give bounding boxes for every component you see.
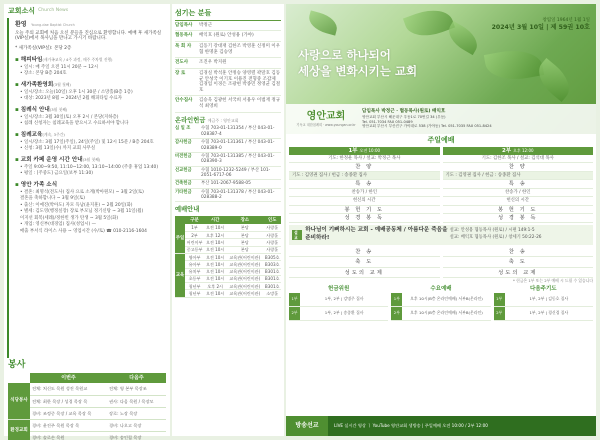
next-week-value: 오후 10시(B층 온라인예배) 서부B(온라인) [410,309,483,315]
address-line-2: 영안교회 부산시 부산진구 가야대로 538 (가야동) Tel. 051-7035 FAX 051-8424 [362,124,492,129]
schedule-cell: 오전 10시 [205,276,225,282]
roster-list [175,20,281,113]
news-section-title [15,57,168,64]
roster-title: 섬기는 분들 [175,9,212,17]
service-2-head [443,147,594,155]
next-week-service: 2부 [289,307,300,320]
church-news-column [4,4,170,440]
schedule-cell: 청년부 [185,290,204,297]
news-line: 이지선 회복(세례)/정한빈 생가 탄생 ~ 3월 5일(화) [20,215,119,221]
next-week-value: 1부, 2부 | 송종환 집사 [324,309,364,315]
online-offering-sub: 예금주 : 영안교회 [207,117,239,123]
next-week-row [289,293,388,307]
broadcast-link[interactable]: LIVE 실시간 영상 ㅣ YouTube 영안교회 생방송 | 주일예배 오전 10:00 / 2부 12:00 [334,423,488,429]
schedule-cell: 교육관(어린이관) [226,268,263,275]
news-section [15,157,168,177]
schedule-row [175,246,281,253]
founding-date: 창립일 1964년 1월 1일 [542,18,590,23]
news-line: • 침례 신청자는 침례교육을 받으시고 수료하셔야 합니다 [20,121,129,127]
offering-type: 비전헌금 [175,153,192,159]
schedule-row [175,224,281,231]
schedule-row [175,261,281,268]
schedule-row [175,290,281,297]
service-columns [286,147,596,223]
news-section-title-text: 침례식 안내 [20,106,50,113]
news-section [15,132,168,152]
sermon-ref-1: 설교: 안성용 협동목사 (원로) / 시편 149:1-5 [449,227,535,233]
offering-type: 선교헌금 [175,167,192,173]
schedule-cell: 사랑홀 [263,246,281,253]
service-2-leader: 기도: 김한조 목사 / 설교: 김석대 목사 [443,155,594,164]
schedule-col-header: 장소 [226,216,263,224]
serve-table [8,373,166,440]
online-offering-list [172,125,284,202]
schedule-cell: 영아부 [185,253,204,260]
news-line: • 평일 : [주중도] 금요일(보부 11:30) [20,171,93,177]
service-closing [286,247,596,279]
schedule-cell: B301호 [264,269,280,275]
service-1 [289,147,440,223]
next-week-value: 오후 10시(B층 온라인예배) 서부B(온라인) [410,295,483,301]
serve-next-cell: 경비: 송인철 목장 [107,431,166,440]
news-line: • 일시/장소: 3월 30일(토) 오후 2시 / 본당(지하층) [20,114,119,120]
service-item: 찬송가 / 한인 [443,189,594,198]
next-week-service: 2부 [391,307,402,320]
schedule-cell: B301호 [264,283,280,289]
service-closing-item: 성도의 교제 [289,268,440,279]
schedule-group: 교육 [175,253,185,297]
leaf-decoration [443,21,482,55]
service-closing-item: 축 도 [289,257,440,268]
offering-account: 수협 703-01-131354 / 부산 043-01-028387-4 [201,126,275,137]
welcome-text: 오늘 주의 교회에 처음 오신 분들을 진심으로 환영합니다. 예배 후 새가족실(VIP실)에서 목사님을 만나고 가시기 바랍니다. [15,30,162,42]
news-section-title-text: 해피타임 [20,56,43,63]
leaf-decoration [403,4,455,43]
offering-account: 부산 101-2067-9588-05 [201,181,251,187]
serve-row-head: 식당봉사 [8,383,30,419]
next-week-header: 헌금위원 [328,285,350,292]
leaf-decoration [306,10,340,35]
serve-col-next: 다음주 [107,373,166,383]
serve-blank-header [8,373,30,383]
roster-row [175,58,281,69]
news-line: • 장소: 본당 B층 204호 [20,71,67,77]
service-item: 찬송가 / 한인 [289,189,440,198]
schedule-cell: B303호 [264,261,280,267]
church-contact [362,109,592,129]
schedule-col-header: 시간 [204,216,226,224]
next-week-value: 1부, 2부 | 김동호 집사 [529,295,569,301]
schedule-row [175,239,281,246]
service-closing-item: 찬 송 [289,247,440,258]
news-title-en: Church News [38,8,69,14]
schedule-cell: 어린이부 [186,239,203,245]
next-week-row [494,293,593,307]
news-line: • 신청: 3월 13일(수) 까지 교회 사무실 [20,146,96,152]
issue-date [492,18,590,31]
serve-next-cell: 권사: 다음 목원 / 목장모 [107,395,166,407]
next-week-row [494,307,593,321]
address-line-1: 영안교회 부산시 해운대구 우동1로 70번길 34 (우동) [362,114,446,119]
offering-type: 기타헌금 [175,189,192,195]
news-section [15,82,168,102]
next-week-service: 2부 [494,307,505,320]
pastor-line: 담임목사 박정근 · 협동목사(원로) 배익호 [362,109,446,114]
news-section-title-sub: (3월 첫째) [49,106,68,112]
schedule-cell: 유아부 [185,261,204,268]
service-item: 특 송 [443,180,594,189]
sermon-title-box [289,225,448,245]
roster-names: 김경실 박석훈 안정승 양영렬 곽말호 김동균 안성국 이기호 이용진 전형중 조갑제 김경업 이경은 조광현 박종민 정영균 김철호 [199,70,281,93]
schedule-cell: 2부 [185,232,204,239]
offering-row [175,125,281,139]
next-week-row [391,307,490,321]
roster-names: 김동기 강대재 김한조 박영훈 신정미 이우협 한명훈 김승영 [199,44,281,55]
service-item: 성 경 봉 독 [443,214,594,223]
news-section-title [15,157,168,164]
service-item: 헌신의 시간 [289,197,440,206]
serve-prev-cell: 경비: 윤진주 목원 목장 목 [30,419,107,431]
slogan [298,48,417,79]
leaf-decoration [484,45,544,84]
sermon-box [289,225,593,245]
roster-role: 장 로 [175,70,186,76]
roster-row [175,31,281,42]
next-week-value: 1부, 2부 | 강명주 집사 [324,295,364,301]
serve-next-cell: 장로: 노장 목장 [107,407,166,419]
schedule-cell: 본당 [226,232,263,239]
service-2-time: 오후 12:00 [513,147,534,153]
roster-role: 안수집사 [175,98,193,104]
schedule-cell: B301호 [264,276,280,282]
news-section [15,57,168,77]
news-line: • 별세: 김도영(행정실장) 장로 부모님 정기신탕 ~ 3월 11일(월) [20,209,144,215]
schedule-cell: 본당 [226,224,263,231]
church-info-bar [286,104,596,134]
church-logo [290,111,362,128]
next-week-column [494,293,593,321]
sermon-title: 하나님이 기뻐하시는 교회 - 예배공동체 / 아름다운 죽음을 준비하라! [305,227,448,241]
service-closing-item: 성도의 교제 [443,268,594,279]
next-week-row [391,293,490,307]
schedule-col-header: 인도 [263,216,281,224]
offering-account: 수협 703-01-131361 / 부산 043-01-028389-0 [201,140,275,151]
schedule-cell: 초등부 [185,275,204,282]
logo-sub: 기독교 대한침례회 · www.youngan.or.kr [296,123,356,128]
schedule-cell: 사랑홀 [263,239,281,246]
roster-names: 배익호 (원로) 안성용 (가야) [199,33,254,39]
next-week-header: 수요예배 [430,285,452,292]
serve-prev-cell: 경비: 조정중 목장 / 교육 목장 목 [30,407,107,419]
schedule-cell: 1부 [185,224,204,231]
offering-row [175,153,281,167]
serve-row [8,419,166,431]
news-header [4,4,170,18]
schedule-cell: 유치부 [185,268,204,275]
schedule-cell: 교육관(어린이관) [226,261,263,268]
schedule-cell: 오전 10시 [205,225,225,231]
logo-text: 영안교회 [306,110,346,122]
news-line: • 출산: 이예진(박아도) 자모 득남(윤지훈) ~ 2월 20일(화) [20,202,133,208]
serve-title: 봉사 [8,360,26,370]
service-item: 기도 : 김영권 집사 / 헌금 : 송종환 집사 [289,172,440,181]
offering-note: * 헌금은 1부 또는 2부 예배 시 드릴 수 있습니다 [513,278,593,284]
news-sections [15,57,168,234]
front-column [286,4,596,436]
next-week-headers [286,286,596,293]
news-line: • 주일 9:00~9:50, 11:10~12:00, 13:10~14:00 (주중 휴업 13:40) [20,164,159,170]
news-section-title-sub: (3월 첫째) [82,156,101,162]
news-line: • 결혼: 최명석(전도사) 집사 요로 소계(박아원모) ~ 3월 2일(토) [20,189,144,195]
service-title: 주일예배 [427,136,455,144]
news-section-title [15,132,168,139]
news-line: 결혼을 축하합니다 ~ 3월 9일(토) [20,196,85,202]
serve-next-cell: 경비: 나오고 목장 [107,419,166,431]
schedule-cell: 사랑홀 [263,232,281,239]
service-closing-item: 축 도 [443,257,594,268]
next-week-value: 1부, 2부 | 경신경 집사 [529,309,569,315]
next-week-service: 1부 [289,293,300,306]
service-1-head [289,147,440,155]
schedule-cell: 사랑홀 [263,224,281,231]
service-item: 헌신의 시간 [443,197,594,206]
issue-number: 2024년 3월 10일 | 제 59권 10호 [491,23,590,31]
serve-prev-cell: 경비: 솔로손 목원 [30,431,107,440]
broadcast-label: 방송선교 [286,416,328,436]
news-section-title-sub: (3월 첫째) [53,81,71,87]
serve-row [8,383,166,395]
serve-row [8,431,166,440]
hero-banner [286,4,596,134]
news-section [15,182,168,234]
schedule-cell: 오전 10시 [205,261,225,267]
offering-account: 수협 1010-1232-5249 / 부산 101-2051-6717-06 [201,167,271,178]
news-section-title-text: 새가족환영회 [20,81,54,88]
schedule-cell: 소망홀 [263,290,281,297]
serve-row [8,407,166,419]
roster-role: 담임목사 [175,22,193,28]
news-section-title-text: 침례교육 [20,131,43,138]
schedule-cell: 본당 [226,246,263,253]
schedule-group-header [175,216,185,224]
roster-row [175,96,281,112]
roster-row [175,42,281,58]
schedule-row [175,253,281,260]
news-section-title-text: 영안 가족 소식 [20,181,58,188]
news-section-title-sub: (새가족교육 / 4주 과정, 매주 주차별 진행) [42,56,113,62]
schedule-row [175,275,281,282]
online-offering-label: 온라인헌금 [175,116,206,124]
offering-row [175,180,281,188]
offering-row [175,167,281,181]
news-line: • 일시: 매 주일 오전 11시 20분 ~ 12시 [20,64,99,70]
news-section-title-text: 교회 카페 운영 시간 안내 [20,156,83,163]
service-item: 봉 헌 기 도 [289,206,440,215]
service-item: 특 송 [289,180,440,189]
news-section-title-sub: (계속, 3주간) [42,131,65,137]
service-2 [443,147,594,223]
schedule-cell: 오전 10시 [205,247,225,253]
schedule-cell: 본당 [226,239,263,246]
roster-role: 전도사 [175,60,189,66]
sermon-refs [448,225,593,245]
offering-type: 십 일 조 [175,126,191,132]
service-1-leader: 기도: 한정운 목사 / 설교: 박정근 목사 [289,155,440,164]
service-1-label: 1부 [348,147,358,154]
serve-col-prev: 이번주 [30,373,107,383]
news-section [15,107,168,127]
schedule-col-header: 구분 [185,216,204,224]
news-section-title [15,182,168,189]
service-1-time: 오전 10:00 [359,147,381,153]
schedule-cell: 교육관(어린이관) [226,253,263,260]
service-item: 찬 양 [443,163,594,172]
schedule-cell: 교육관(어린이관) [226,283,263,290]
roster-names: 김승욱 김광헌 서국희 서용우 이범재 정규석 최영희 [199,98,281,109]
next-week-service: 1부 [391,293,402,306]
next-week-service: 1부 [494,293,505,306]
serve-row-head: 환경교회 [8,419,30,440]
schedule-table [175,216,281,297]
service-item: 찬 양 [289,163,440,172]
schedule-group: 주일 [175,224,185,253]
schedule-cell: 오전 10시 [205,239,225,245]
service-item: 성 경 봉 독 [289,214,440,223]
slogan-line-1: 사랑으로 하나되어 [298,48,391,62]
news-line: 매출 부서식 라이스 사용 ~ 영업시간 (수/토) ☎ 010-2116-1604 [20,228,147,234]
serve-row [8,395,166,407]
schedule-cell: 오후 2시 [204,283,226,290]
next-week-column [391,293,490,321]
roster-row [175,69,281,97]
news-body [7,18,170,358]
sermon-tag: 설교 [292,230,302,240]
slogan-line-2: 세상을 변화시키는 교회 [298,63,418,78]
news-line: • 일시/장소: 3월 17일(주일), 24일(주일) 및 12시 15분 / B층 204호 [20,139,154,145]
schedule-cell: 오후 12시 [205,232,225,238]
roster-column [172,4,284,436]
service-item: 기도 : 김영권 집사 / 헌금 : 송종환 집사 [443,172,594,181]
schedule-title: 예배안내 [175,206,200,214]
schedule-cell: 오전 10시 [205,254,225,260]
serve-next-cell: 전체: 영 본부 목장조 [107,383,166,395]
sermon-ref-2: 설교: 배익호 협동목사 (원로) / 창세기 50:22-26 [449,234,542,240]
offering-account: 수협 703-01-131385 / 부산 043-01-028390-3 [201,153,275,165]
online-offering-title [175,117,281,125]
schedule-row [175,268,281,275]
schedule-cell: 중고등부 [186,247,203,253]
news-line: • 대상: 2023년 8월 ~ 2024년 2월 해피타임 수료자 [20,96,122,102]
schedule-cell: 청년부 [185,283,204,290]
news-title: 교회소식 [8,6,36,15]
news-section-title [15,82,168,89]
schedule-cell: B305호 [264,254,280,260]
welcome-text-2: * 새가족실(VIP실): 본당 2층 [15,45,72,51]
schedule-cell: 오전 10시 [205,291,225,297]
roster-names: 조진우 박지원 [199,60,227,66]
roster-role: 목 회 자 [175,44,192,49]
schedule-row [175,283,281,290]
service-closing-item: 찬 송 [443,247,594,258]
serve-prev-cell: 전체: 처신도 목원 성진 목원교 [30,383,107,395]
service-2-label: 2부 [501,147,512,154]
schedule-row [175,232,281,239]
broadcast-bar [286,416,596,436]
news-line: • 일시/장소: 오늘(10일) 오후 1시 30분 / 소망홀(B층 1층) [20,89,133,95]
schedule-cell: 오전 10시 [205,269,225,275]
offering-type: 감사헌금 [175,140,192,146]
roster-row [175,21,281,32]
welcome-title: 환영 [15,21,27,28]
service-item: 봉 헌 기 도 [443,206,594,215]
roster-names: 박정근 [199,22,213,28]
next-week-table [286,293,596,321]
roster-role: 협동목사 [175,33,193,39]
offering-row [175,139,281,153]
news-line: • 개업: 영신부(대경엄) 집사(성업시) — [20,222,97,228]
next-week-column [289,293,388,321]
offering-type: 건축헌금 [175,181,192,187]
offering-account: 수협 703-01-131378 / 부산 043-01-028388-2 [201,189,275,201]
serve-prev-cell: 전체: 최한 목장 / 성경 목장 목 [30,395,107,407]
news-section-title [15,107,168,114]
schedule-cell: 교육관(어린이관) [226,290,263,297]
welcome-sub: Young-dae Baptist Church [31,23,75,27]
offering-row [175,189,281,203]
phone-line: Tel. 051-7034 FAX 051-0489 [362,119,413,124]
schedule-cell: 교육관(어린이관) [226,275,263,282]
serve-section [8,360,166,440]
next-week-row [289,307,388,321]
next-week-header: 다음주기도 [530,285,557,292]
